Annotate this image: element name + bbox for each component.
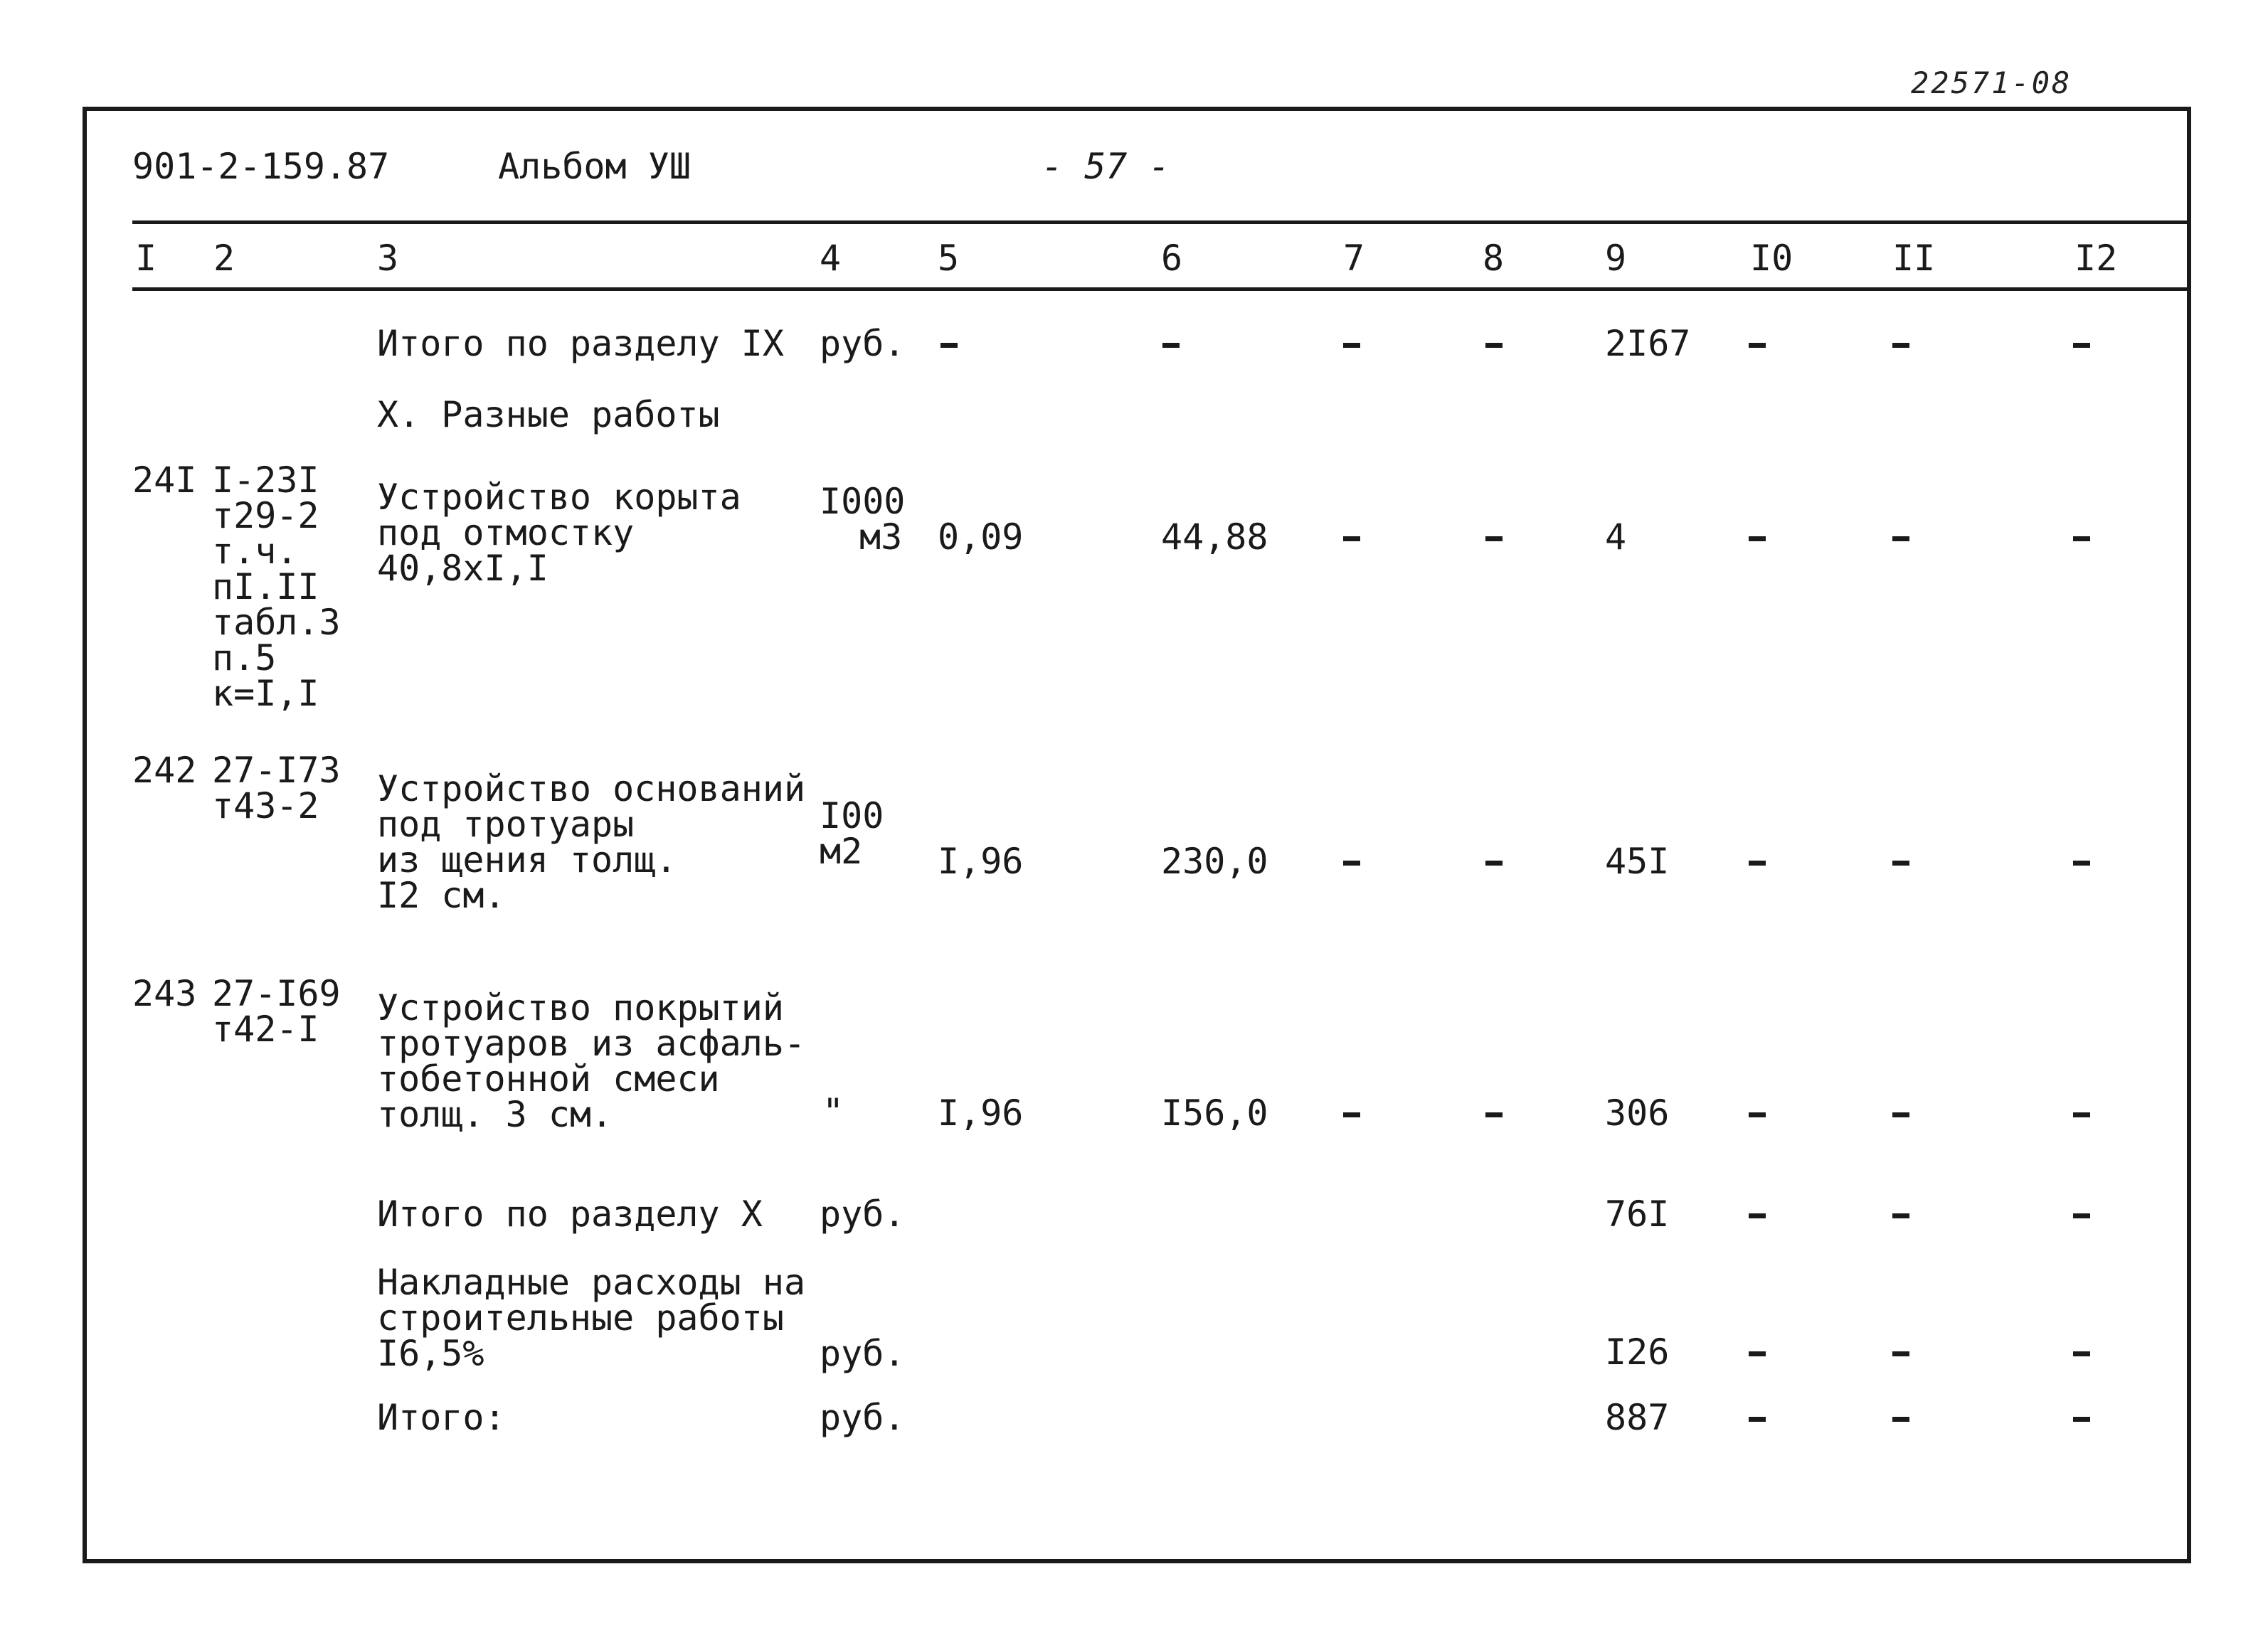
dash [2073,343,2090,348]
row-242-unit-cost: 230,0 [1161,841,1268,882]
row-242-total: 45I [1605,841,1670,882]
overhead-unit: руб. [820,1333,906,1374]
subtotal-10-label: Итого по разделу X [377,1193,763,1235]
subtotal-9-label: Итого по разделу IX [377,323,784,364]
dash [1343,1112,1360,1117]
col-number-12: I2 [2074,238,2118,279]
dash [2073,536,2090,541]
dash [1485,1112,1503,1117]
col-number-1: I [135,238,157,279]
dash [1485,536,1503,541]
dash [940,343,958,348]
row-243-unit-cost: I56,0 [1161,1092,1268,1134]
album-label: Альбом УШ [498,146,691,187]
subtotal-10-value: 76I [1605,1193,1670,1235]
row-243-description: Устройство покрытий тротуаров из асфаль- тобетонной смеси толщ. 3 см. [377,987,806,1135]
document-number: 22571-08 [1911,65,2072,100]
row-243-quantity: I,96 [938,1092,1024,1134]
overhead-label: Накладные расходы на строительные работы I6,5% [377,1262,806,1374]
col-number-4: 4 [820,238,842,279]
section-10-heading: X. Разные работы [377,394,720,435]
dash [1892,1417,1909,1422]
row-241-description: Устройство корыта под отмостку 40,8хI,I [377,477,741,589]
total-label: Итого: [377,1397,506,1438]
dash [1749,1213,1766,1218]
dash [1749,343,1766,348]
col-number-10: I0 [1750,238,1793,279]
dash [1343,536,1360,541]
col-number-3: 3 [377,238,399,279]
dash [1892,1112,1909,1117]
dash [1892,536,1909,541]
subtotal-9-value: 2I67 [1605,323,1691,364]
col-number-11: II [1892,238,1936,279]
header-rule [132,220,2191,224]
dash [1749,1417,1766,1422]
row-242-quantity: I,96 [938,841,1024,882]
dash [2073,1112,2090,1117]
col-number-7: 7 [1343,238,1365,279]
dash [1343,861,1360,866]
row-243-justification: 27-I69 т42-I [212,973,341,1050]
row-242-description: Устройство оснований под тротуары из щения толщ. I2 см. [377,768,806,916]
dash [1892,1213,1909,1218]
col-number-5: 5 [938,238,960,279]
dash [1749,861,1766,866]
row-243-number: 243 [132,973,197,1014]
dash [1749,536,1766,541]
row-242-justification: 27-I73 т43-2 [212,750,341,826]
dash [1162,343,1180,348]
dash [1892,1351,1909,1356]
subtotal-10-unit: руб. [820,1193,906,1235]
row-241-quantity: 0,09 [938,516,1024,558]
dash [1892,861,1909,866]
total-value: 887 [1605,1397,1670,1438]
dash [2073,1351,2090,1356]
dash [1892,343,1909,348]
row-241-total: 4 [1605,516,1627,558]
overhead-value: I26 [1605,1331,1670,1373]
column-numbers-rule [132,287,2191,291]
row-242-number: 242 [132,750,197,791]
row-241-unit: I000 м3 [820,481,906,558]
page-number: - 57 - [1042,146,1170,187]
dash [1749,1112,1766,1117]
row-241-unit-cost: 44,88 [1161,516,1268,558]
row-242-unit: I00 м2 [820,795,884,872]
col-number-9: 9 [1605,238,1627,279]
dash [1749,1351,1766,1356]
row-243-unit: " [822,1091,844,1132]
dash [1485,861,1503,866]
dash [1343,343,1360,348]
dash [2073,1213,2090,1218]
subtotal-9-unit: руб. [820,323,906,364]
col-number-6: 6 [1161,238,1183,279]
dash [1485,343,1503,348]
dash [2073,861,2090,866]
total-unit: руб. [820,1397,906,1438]
row-243-total: 306 [1605,1092,1670,1134]
project-code: 901-2-159.87 [132,146,390,187]
dash [2073,1417,2090,1422]
col-number-8: 8 [1483,238,1505,279]
col-number-2: 2 [213,238,235,279]
row-241-number: 24I [132,459,197,501]
row-241-justification: I-23I т29-2 т.ч. пI.II табл.3 п.5 к=I,I [212,459,341,714]
